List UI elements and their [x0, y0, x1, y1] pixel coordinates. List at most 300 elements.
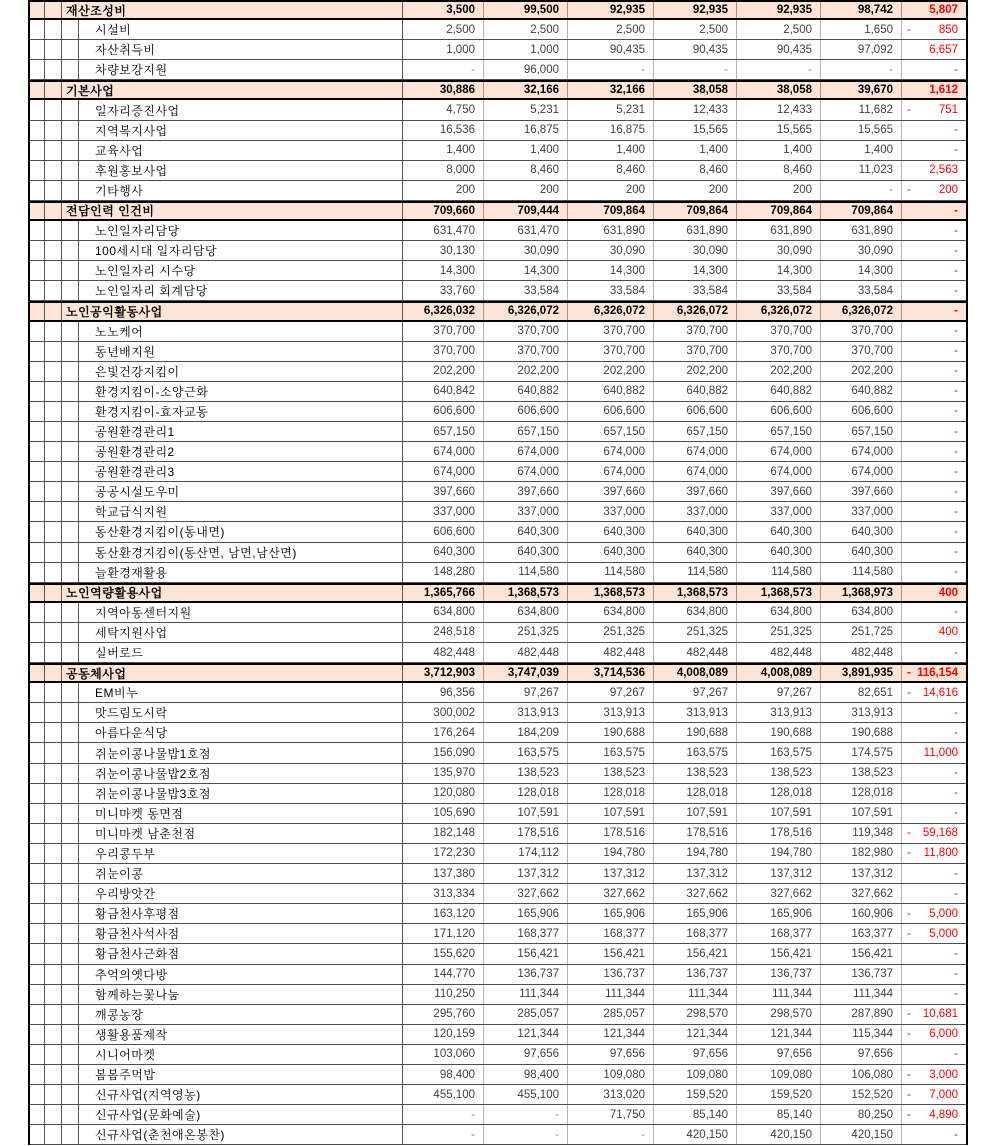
diff-value[interactable] — [902, 1085, 966, 1104]
cell-value[interactable]: 300,002 — [403, 703, 484, 722]
cell-value[interactable]: 634,800 — [737, 603, 821, 622]
section-label[interactable]: 재산조성비 — [62, 2, 403, 18]
cell-value[interactable]: 119,348 — [821, 824, 902, 843]
cell-value[interactable]: 6,326,072 — [484, 303, 568, 319]
cell-value[interactable]: 6,326,072 — [568, 303, 654, 319]
cell-value[interactable]: 163,575 — [654, 743, 737, 762]
cell-value[interactable]: 90,435 — [654, 40, 737, 59]
cell-value[interactable]: 120,159 — [403, 1025, 484, 1044]
diff-value[interactable] — [902, 844, 966, 863]
cell-value[interactable]: 174,575 — [821, 743, 902, 762]
cell-value[interactable]: 178,516 — [654, 824, 737, 843]
diff-value[interactable] — [902, 181, 966, 200]
cell-value[interactable]: 92,935 — [737, 2, 821, 18]
cell-value[interactable]: 1,400 — [821, 141, 902, 160]
cell-value[interactable]: 39,670 — [821, 82, 902, 98]
diff-value[interactable] — [902, 623, 966, 642]
cell-value[interactable]: 287,890 — [821, 1005, 902, 1024]
cell-value[interactable]: 92,935 — [568, 2, 654, 18]
cell-value[interactable]: 455,100 — [403, 1085, 484, 1104]
diff-value[interactable] — [902, 362, 966, 381]
diff-value[interactable] — [902, 382, 966, 401]
diff-value[interactable] — [902, 502, 966, 521]
cell-value[interactable]: 313,020 — [568, 1085, 654, 1104]
cell-value[interactable]: 397,660 — [821, 482, 902, 501]
row-label[interactable]: 공원환경관리1 — [79, 422, 403, 441]
cell-value[interactable]: 190,688 — [654, 723, 737, 742]
cell-value[interactable]: 155,620 — [403, 944, 484, 963]
cell-value[interactable]: 674,000 — [654, 462, 737, 481]
cell-value[interactable]: 82,651 — [821, 683, 902, 702]
cell-value[interactable]: 182,148 — [403, 824, 484, 843]
section-label[interactable]: 전담인력 인건비 — [62, 203, 403, 219]
cell-value[interactable]: 606,600 — [821, 402, 902, 421]
cell-value[interactable]: - — [654, 60, 737, 79]
cell-value[interactable]: 640,300 — [737, 522, 821, 541]
cell-value[interactable]: 107,591 — [737, 804, 821, 823]
row-label[interactable]: 생활용품제작 — [79, 1025, 403, 1044]
cell-value[interactable]: 657,150 — [821, 422, 902, 441]
cell-value[interactable]: 455,100 — [484, 1085, 568, 1104]
cell-value[interactable]: 631,890 — [737, 221, 821, 240]
diff-value[interactable] — [902, 522, 966, 541]
cell-value[interactable]: 137,380 — [403, 864, 484, 883]
cell-value[interactable]: 137,312 — [654, 864, 737, 883]
cell-value[interactable]: 285,057 — [568, 1005, 654, 1024]
diff-value[interactable] — [902, 944, 966, 963]
cell-value[interactable]: 327,662 — [654, 884, 737, 903]
row-label[interactable]: 쥐눈이콩나물밥1호점 — [79, 743, 403, 762]
row-label[interactable]: 봄봄주먹밥 — [79, 1065, 403, 1084]
diff-value[interactable] — [902, 402, 966, 421]
diff-value[interactable] — [902, 482, 966, 501]
cell-value[interactable]: 90,435 — [737, 40, 821, 59]
cell-value[interactable]: 420,150 — [737, 1125, 821, 1144]
cell-value[interactable]: 634,800 — [484, 603, 568, 622]
cell-value[interactable]: 674,000 — [568, 442, 654, 461]
cell-value[interactable]: 674,000 — [484, 462, 568, 481]
row-label[interactable]: 시설비 — [79, 20, 403, 39]
cell-value[interactable]: 202,200 — [737, 362, 821, 381]
cell-value[interactable]: 640,300 — [654, 543, 737, 562]
cell-value[interactable]: 634,800 — [403, 603, 484, 622]
row-label[interactable]: 교육사업 — [79, 141, 403, 160]
cell-value[interactable]: 163,377 — [821, 924, 902, 943]
cell-value[interactable]: 640,882 — [737, 382, 821, 401]
cell-value[interactable]: 370,700 — [484, 342, 568, 361]
cell-value[interactable]: 251,325 — [484, 623, 568, 642]
cell-value[interactable]: 370,700 — [484, 322, 568, 341]
cell-value[interactable]: 190,688 — [821, 723, 902, 742]
cell-value[interactable]: 30,090 — [654, 241, 737, 260]
cell-value[interactable]: 168,377 — [568, 924, 654, 943]
cell-value[interactable]: 178,516 — [737, 824, 821, 843]
cell-value[interactable]: 8,460 — [737, 161, 821, 180]
cell-value[interactable]: 674,000 — [484, 442, 568, 461]
cell-value[interactable]: 97,267 — [484, 683, 568, 702]
cell-value[interactable]: 2,500 — [654, 20, 737, 39]
cell-value[interactable]: 313,334 — [403, 884, 484, 903]
cell-value[interactable]: 111,344 — [568, 985, 654, 1004]
diff-value[interactable] — [902, 100, 966, 119]
cell-value[interactable]: 1,000 — [484, 40, 568, 59]
cell-value[interactable]: 420,150 — [654, 1125, 737, 1144]
cell-value[interactable]: 11,682 — [821, 100, 902, 119]
diff-value[interactable] — [902, 2, 966, 18]
cell-value[interactable]: 156,421 — [654, 944, 737, 963]
cell-value[interactable]: 98,400 — [484, 1065, 568, 1084]
cell-value[interactable]: 370,700 — [568, 322, 654, 341]
cell-value[interactable]: 3,714,536 — [568, 665, 654, 681]
cell-value[interactable]: 327,662 — [484, 884, 568, 903]
cell-value[interactable]: 251,325 — [737, 623, 821, 642]
cell-value[interactable]: 178,516 — [568, 824, 654, 843]
cell-value[interactable]: 97,267 — [568, 683, 654, 702]
cell-value[interactable]: 120,080 — [403, 784, 484, 803]
row-label[interactable]: 쥐눈이콩나물밥2호점 — [79, 764, 403, 783]
cell-value[interactable]: 200 — [654, 181, 737, 200]
cell-value[interactable]: 1,368,573 — [484, 585, 568, 601]
cell-value[interactable]: 634,800 — [654, 603, 737, 622]
cell-value[interactable]: 709,864 — [654, 203, 737, 219]
cell-value[interactable]: 640,300 — [737, 543, 821, 562]
diff-value[interactable] — [902, 342, 966, 361]
cell-value[interactable]: 1,368,573 — [737, 585, 821, 601]
cell-value[interactable]: 14,300 — [654, 261, 737, 280]
cell-value[interactable]: 33,584 — [821, 281, 902, 300]
cell-value[interactable]: 8,460 — [484, 161, 568, 180]
row-label[interactable]: 일자리증진사업 — [79, 100, 403, 119]
cell-value[interactable]: 176,264 — [403, 723, 484, 742]
cell-value[interactable]: 370,700 — [403, 322, 484, 341]
cell-value[interactable]: 640,842 — [403, 382, 484, 401]
cell-value[interactable]: 85,140 — [654, 1105, 737, 1124]
cell-value[interactable]: 30,886 — [403, 82, 484, 98]
cell-value[interactable]: 640,882 — [568, 382, 654, 401]
cell-value[interactable]: - — [568, 60, 654, 79]
cell-value[interactable]: 631,470 — [484, 221, 568, 240]
cell-value[interactable]: 337,000 — [821, 502, 902, 521]
cell-value[interactable]: - — [403, 1105, 484, 1124]
cell-value[interactable]: 657,150 — [654, 422, 737, 441]
cell-value[interactable]: 114,580 — [484, 563, 568, 582]
row-label[interactable]: 환경지킴이-효자교동 — [79, 402, 403, 421]
cell-value[interactable]: 14,300 — [403, 261, 484, 280]
cell-value[interactable]: 115,344 — [821, 1025, 902, 1044]
cell-value[interactable]: 1,650 — [821, 20, 902, 39]
cell-value[interactable]: 674,000 — [821, 442, 902, 461]
cell-value[interactable]: 163,120 — [403, 904, 484, 923]
cell-value[interactable]: 184,209 — [484, 723, 568, 742]
cell-value[interactable]: 1,400 — [484, 141, 568, 160]
row-label[interactable]: 미니마켓 동면점 — [79, 804, 403, 823]
cell-value[interactable]: 109,080 — [654, 1065, 737, 1084]
row-label[interactable]: 공원환경관리3 — [79, 462, 403, 481]
cell-value[interactable]: 137,312 — [568, 864, 654, 883]
cell-value[interactable]: 194,780 — [737, 844, 821, 863]
cell-value[interactable]: 105,690 — [403, 804, 484, 823]
cell-value[interactable]: 1,368,973 — [821, 585, 902, 601]
cell-value[interactable]: 200 — [403, 181, 484, 200]
diff-value[interactable] — [902, 221, 966, 240]
cell-value[interactable]: 420,150 — [821, 1125, 902, 1144]
cell-value[interactable]: - — [821, 60, 902, 79]
cell-value[interactable]: 12,433 — [654, 100, 737, 119]
cell-value[interactable]: 98,742 — [821, 2, 902, 18]
row-label[interactable]: 노인일자리 회계담당 — [79, 281, 403, 300]
row-label[interactable]: 지역복지사업 — [79, 121, 403, 140]
row-label[interactable]: 환경지킴이-소양근화 — [79, 382, 403, 401]
cell-value[interactable]: 38,058 — [737, 82, 821, 98]
cell-value[interactable]: 14,300 — [568, 261, 654, 280]
cell-value[interactable]: 30,130 — [403, 241, 484, 260]
cell-value[interactable]: 106,080 — [821, 1065, 902, 1084]
diff-value[interactable] — [902, 543, 966, 562]
cell-value[interactable]: 15,565 — [654, 121, 737, 140]
cell-value[interactable]: 482,448 — [484, 643, 568, 662]
cell-value[interactable]: 298,570 — [737, 1005, 821, 1024]
cell-value[interactable]: 96,000 — [484, 60, 568, 79]
cell-value[interactable]: 674,000 — [568, 462, 654, 481]
cell-value[interactable]: 709,864 — [568, 203, 654, 219]
diff-value[interactable] — [902, 965, 966, 984]
cell-value[interactable]: 657,150 — [568, 422, 654, 441]
cell-value[interactable]: 80,250 — [821, 1105, 902, 1124]
cell-value[interactable]: 1,400 — [568, 141, 654, 160]
diff-value[interactable] — [902, 804, 966, 823]
cell-value[interactable]: 313,913 — [737, 703, 821, 722]
cell-value[interactable]: - — [484, 1125, 568, 1144]
cell-value[interactable]: 4,750 — [403, 100, 484, 119]
cell-value[interactable]: 172,230 — [403, 844, 484, 863]
row-label[interactable]: 노인일자리 시수당 — [79, 261, 403, 280]
cell-value[interactable]: 159,520 — [654, 1085, 737, 1104]
diff-value[interactable] — [902, 261, 966, 280]
cell-value[interactable]: 163,575 — [737, 743, 821, 762]
cell-value[interactable]: 33,584 — [568, 281, 654, 300]
row-label[interactable]: 쥐눈이콩 — [79, 864, 403, 883]
diff-value[interactable] — [902, 784, 966, 803]
cell-value[interactable]: 200 — [737, 181, 821, 200]
cell-value[interactable]: 136,737 — [737, 965, 821, 984]
cell-value[interactable]: 137,312 — [484, 864, 568, 883]
cell-value[interactable]: 138,523 — [821, 764, 902, 783]
cell-value[interactable]: 32,166 — [484, 82, 568, 98]
cell-value[interactable]: 107,591 — [568, 804, 654, 823]
cell-value[interactable]: 657,150 — [737, 422, 821, 441]
row-label[interactable]: 쥐눈이콩나물밥3호점 — [79, 784, 403, 803]
cell-value[interactable]: 295,760 — [403, 1005, 484, 1024]
cell-value[interactable]: 674,000 — [403, 462, 484, 481]
cell-value[interactable]: 110,250 — [403, 985, 484, 1004]
cell-value[interactable]: 107,591 — [654, 804, 737, 823]
cell-value[interactable]: 397,660 — [654, 482, 737, 501]
cell-value[interactable]: 128,018 — [654, 784, 737, 803]
diff-value[interactable] — [902, 884, 966, 903]
cell-value[interactable]: 148,280 — [403, 563, 484, 582]
diff-value[interactable] — [902, 60, 966, 79]
row-label[interactable]: 공공시설도우미 — [79, 482, 403, 501]
cell-value[interactable]: 1,368,573 — [568, 585, 654, 601]
cell-value[interactable]: 190,688 — [568, 723, 654, 742]
row-label[interactable]: 우리방앗간 — [79, 884, 403, 903]
cell-value[interactable]: 5,231 — [484, 100, 568, 119]
cell-value[interactable]: 337,000 — [568, 502, 654, 521]
cell-value[interactable]: 99,500 — [484, 2, 568, 18]
cell-value[interactable]: 156,421 — [568, 944, 654, 963]
cell-value[interactable]: 337,000 — [403, 502, 484, 521]
diff-value[interactable] — [902, 683, 966, 702]
cell-value[interactable]: 202,200 — [403, 362, 484, 381]
cell-value[interactable]: 138,523 — [654, 764, 737, 783]
cell-value[interactable]: 30,090 — [484, 241, 568, 260]
diff-value[interactable] — [902, 703, 966, 722]
diff-value[interactable] — [902, 1105, 966, 1124]
cell-value[interactable]: 136,737 — [568, 965, 654, 984]
cell-value[interactable]: 30,090 — [737, 241, 821, 260]
cell-value[interactable]: 397,660 — [484, 482, 568, 501]
cell-value[interactable]: 103,060 — [403, 1045, 484, 1064]
cell-value[interactable]: 3,747,039 — [484, 665, 568, 681]
section-label[interactable]: 노인공익활동사업 — [62, 303, 403, 319]
cell-value[interactable]: 138,523 — [484, 764, 568, 783]
cell-value[interactable]: 109,080 — [568, 1065, 654, 1084]
cell-value[interactable]: 135,970 — [403, 764, 484, 783]
row-label[interactable]: 공원환경관리2 — [79, 442, 403, 461]
row-label[interactable]: 깨콩농장 — [79, 1005, 403, 1024]
cell-value[interactable]: 194,780 — [654, 844, 737, 863]
cell-value[interactable]: 1,400 — [403, 141, 484, 160]
cell-value[interactable]: 85,140 — [737, 1105, 821, 1124]
cell-value[interactable]: 16,875 — [568, 121, 654, 140]
cell-value[interactable]: 251,325 — [568, 623, 654, 642]
row-label[interactable]: 후원홍보사업 — [79, 161, 403, 180]
cell-value[interactable]: 97,092 — [821, 40, 902, 59]
cell-value[interactable]: 640,300 — [484, 543, 568, 562]
diff-value[interactable] — [902, 1045, 966, 1064]
cell-value[interactable]: 71,750 — [568, 1105, 654, 1124]
cell-value[interactable]: 634,800 — [568, 603, 654, 622]
cell-value[interactable]: 482,448 — [821, 643, 902, 662]
cell-value[interactable]: 313,913 — [484, 703, 568, 722]
cell-value[interactable]: 709,864 — [821, 203, 902, 219]
cell-value[interactable]: 640,300 — [568, 522, 654, 541]
cell-value[interactable]: 137,312 — [737, 864, 821, 883]
cell-value[interactable]: 111,344 — [654, 985, 737, 1004]
cell-value[interactable]: 631,470 — [403, 221, 484, 240]
cell-value[interactable]: 482,448 — [654, 643, 737, 662]
cell-value[interactable]: 4,008,089 — [737, 665, 821, 681]
cell-value[interactable]: 97,656 — [654, 1045, 737, 1064]
section-label[interactable]: 공동체사업 — [62, 665, 403, 681]
diff-value[interactable] — [902, 241, 966, 260]
diff-value[interactable] — [902, 20, 966, 39]
row-label[interactable]: 실버로드 — [79, 643, 403, 662]
cell-value[interactable]: 2,500 — [568, 20, 654, 39]
row-label[interactable]: 황금천사석사점 — [79, 924, 403, 943]
cell-value[interactable]: 33,584 — [654, 281, 737, 300]
cell-value[interactable]: 38,058 — [654, 82, 737, 98]
cell-value[interactable]: 14,300 — [737, 261, 821, 280]
cell-value[interactable]: 640,882 — [654, 382, 737, 401]
cell-value[interactable]: 6,326,032 — [403, 303, 484, 319]
diff-value[interactable] — [902, 585, 966, 601]
cell-value[interactable]: 136,737 — [821, 965, 902, 984]
cell-value[interactable]: 370,700 — [568, 342, 654, 361]
cell-value[interactable]: 128,018 — [484, 784, 568, 803]
cell-value[interactable]: 156,421 — [484, 944, 568, 963]
cell-value[interactable]: 370,700 — [737, 322, 821, 341]
cell-value[interactable]: 370,700 — [821, 322, 902, 341]
diff-value[interactable] — [902, 40, 966, 59]
cell-value[interactable]: 640,300 — [654, 522, 737, 541]
diff-value[interactable] — [902, 603, 966, 622]
diff-value[interactable] — [902, 161, 966, 180]
cell-value[interactable]: 631,890 — [568, 221, 654, 240]
section-label[interactable]: 기본사업 — [62, 82, 403, 98]
cell-value[interactable]: 1,400 — [654, 141, 737, 160]
cell-value[interactable]: - — [403, 60, 484, 79]
cell-value[interactable]: 327,662 — [568, 884, 654, 903]
cell-value[interactable]: 2,500 — [484, 20, 568, 39]
diff-value[interactable] — [902, 303, 966, 319]
cell-value[interactable]: 168,377 — [654, 924, 737, 943]
cell-value[interactable]: 640,300 — [484, 522, 568, 541]
cell-value[interactable]: 152,520 — [821, 1085, 902, 1104]
cell-value[interactable]: 14,300 — [821, 261, 902, 280]
row-label[interactable]: 자산취득비 — [79, 40, 403, 59]
diff-value[interactable] — [902, 462, 966, 481]
cell-value[interactable]: 33,584 — [737, 281, 821, 300]
cell-value[interactable]: 251,325 — [654, 623, 737, 642]
diff-value[interactable] — [902, 322, 966, 341]
row-label[interactable]: 신규사업(지역영농) — [79, 1085, 403, 1104]
cell-value[interactable]: 114,580 — [821, 563, 902, 582]
diff-value[interactable] — [902, 1125, 966, 1144]
cell-value[interactable]: 202,200 — [568, 362, 654, 381]
cell-value[interactable]: 128,018 — [737, 784, 821, 803]
cell-value[interactable]: 248,518 — [403, 623, 484, 642]
cell-value[interactable]: 97,656 — [568, 1045, 654, 1064]
cell-value[interactable]: 33,760 — [403, 281, 484, 300]
cell-value[interactable]: - — [737, 60, 821, 79]
cell-value[interactable]: 5,231 — [568, 100, 654, 119]
cell-value[interactable]: 12,433 — [737, 100, 821, 119]
cell-value[interactable]: 657,150 — [403, 422, 484, 441]
diff-value[interactable] — [902, 743, 966, 762]
cell-value[interactable]: 165,906 — [568, 904, 654, 923]
cell-value[interactable]: 631,890 — [654, 221, 737, 240]
cell-value[interactable]: 144,770 — [403, 965, 484, 984]
row-label[interactable]: 동산환경지킴이(동산면, 남면,남산면) — [79, 543, 403, 562]
cell-value[interactable]: 33,584 — [484, 281, 568, 300]
row-label[interactable]: EM비누 — [79, 683, 403, 702]
cell-value[interactable]: 640,300 — [821, 522, 902, 541]
cell-value[interactable]: 674,000 — [821, 462, 902, 481]
cell-value[interactable]: 190,688 — [737, 723, 821, 742]
cell-value[interactable]: 114,580 — [654, 563, 737, 582]
cell-value[interactable]: 298,570 — [654, 1005, 737, 1024]
cell-value[interactable]: 370,700 — [403, 342, 484, 361]
cell-value[interactable]: 109,080 — [737, 1065, 821, 1084]
diff-value[interactable] — [902, 82, 966, 98]
cell-value[interactable]: 202,200 — [484, 362, 568, 381]
row-label[interactable]: 세탁지원사업 — [79, 623, 403, 642]
cell-value[interactable]: 8,000 — [403, 161, 484, 180]
cell-value[interactable]: 107,591 — [484, 804, 568, 823]
cell-value[interactable]: 128,018 — [568, 784, 654, 803]
diff-value[interactable] — [902, 1005, 966, 1024]
